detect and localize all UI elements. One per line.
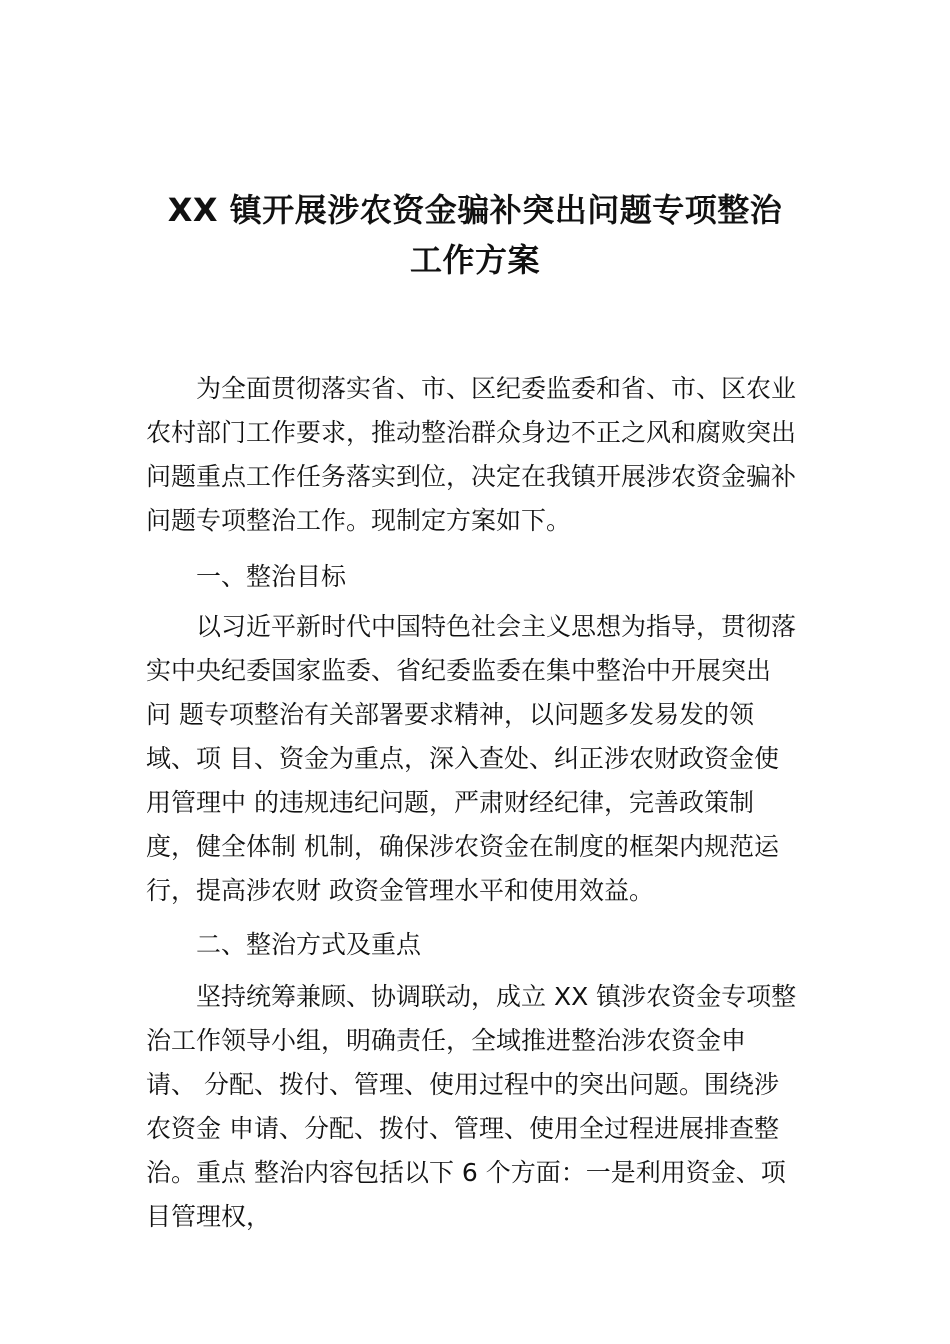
document-title-line-1: XX 镇开展涉农资金骗补突出问题专项整治 — [167, 191, 783, 229]
paragraph-line: 问题专项整治工作。现制定方案如下。 — [146, 506, 572, 535]
paragraph-line: 用管理中 的违规违纪问题，严肃财经纪律，完善政策制 — [146, 788, 754, 817]
paragraph-line: 目管理权， — [146, 1202, 272, 1231]
paragraph-line: 域、项 目、资金为重点，深入查处、纠正涉农财政资金使 — [146, 744, 779, 773]
document-title-line-2: 工作方案 — [409, 241, 540, 279]
paragraph-line: 实中央纪委国家监委、省纪委监委在集中整治中开展突出 — [146, 656, 772, 685]
paragraph-line: 问 题专项整治有关部署要求精神，以问题多发易发的领 — [146, 700, 754, 729]
paragraph-line: 为全面贯彻落实省、市、区纪委监委和省、市、区农业 — [196, 374, 797, 403]
paragraph-line: 农资金 申请、分配、拨付、管理、使用全过程进展排查整 — [146, 1114, 779, 1143]
paragraph-line: 行，提高涉农财 政资金管理水平和使用效益。 — [146, 876, 654, 905]
paragraph-line: 坚持统筹兼顾、协调联动，成立 XX 镇涉农资金专项整 — [196, 982, 797, 1011]
paragraph-line: 治。重点 整治内容包括以下 6 个方面：一是利用资金、项 — [146, 1158, 786, 1187]
section-heading: 一、整治目标 — [196, 562, 347, 591]
paragraph-line: 问题重点工作任务落实到位，决定在我镇开展涉农资金骗补 — [146, 462, 797, 491]
paragraph-line: 度，健全体制 机制，确保涉农资金在制度的框架内规范运 — [146, 832, 779, 861]
paragraph-line: 以习近平新时代中国特色社会主义思想为指导，贯彻落 — [196, 612, 797, 641]
paragraph-line: 农村部门工作要求，推动整治群众身边不正之风和腐败突出 — [146, 418, 797, 447]
paragraph-line: 请、 分配、拨付、管理、使用过程中的突出问题。围绕涉 — [146, 1070, 779, 1099]
paragraph-line: 治工作领导小组，明确责任，全域推进整治涉农资金申 — [146, 1026, 747, 1055]
section-heading: 二、整治方式及重点 — [196, 930, 422, 959]
